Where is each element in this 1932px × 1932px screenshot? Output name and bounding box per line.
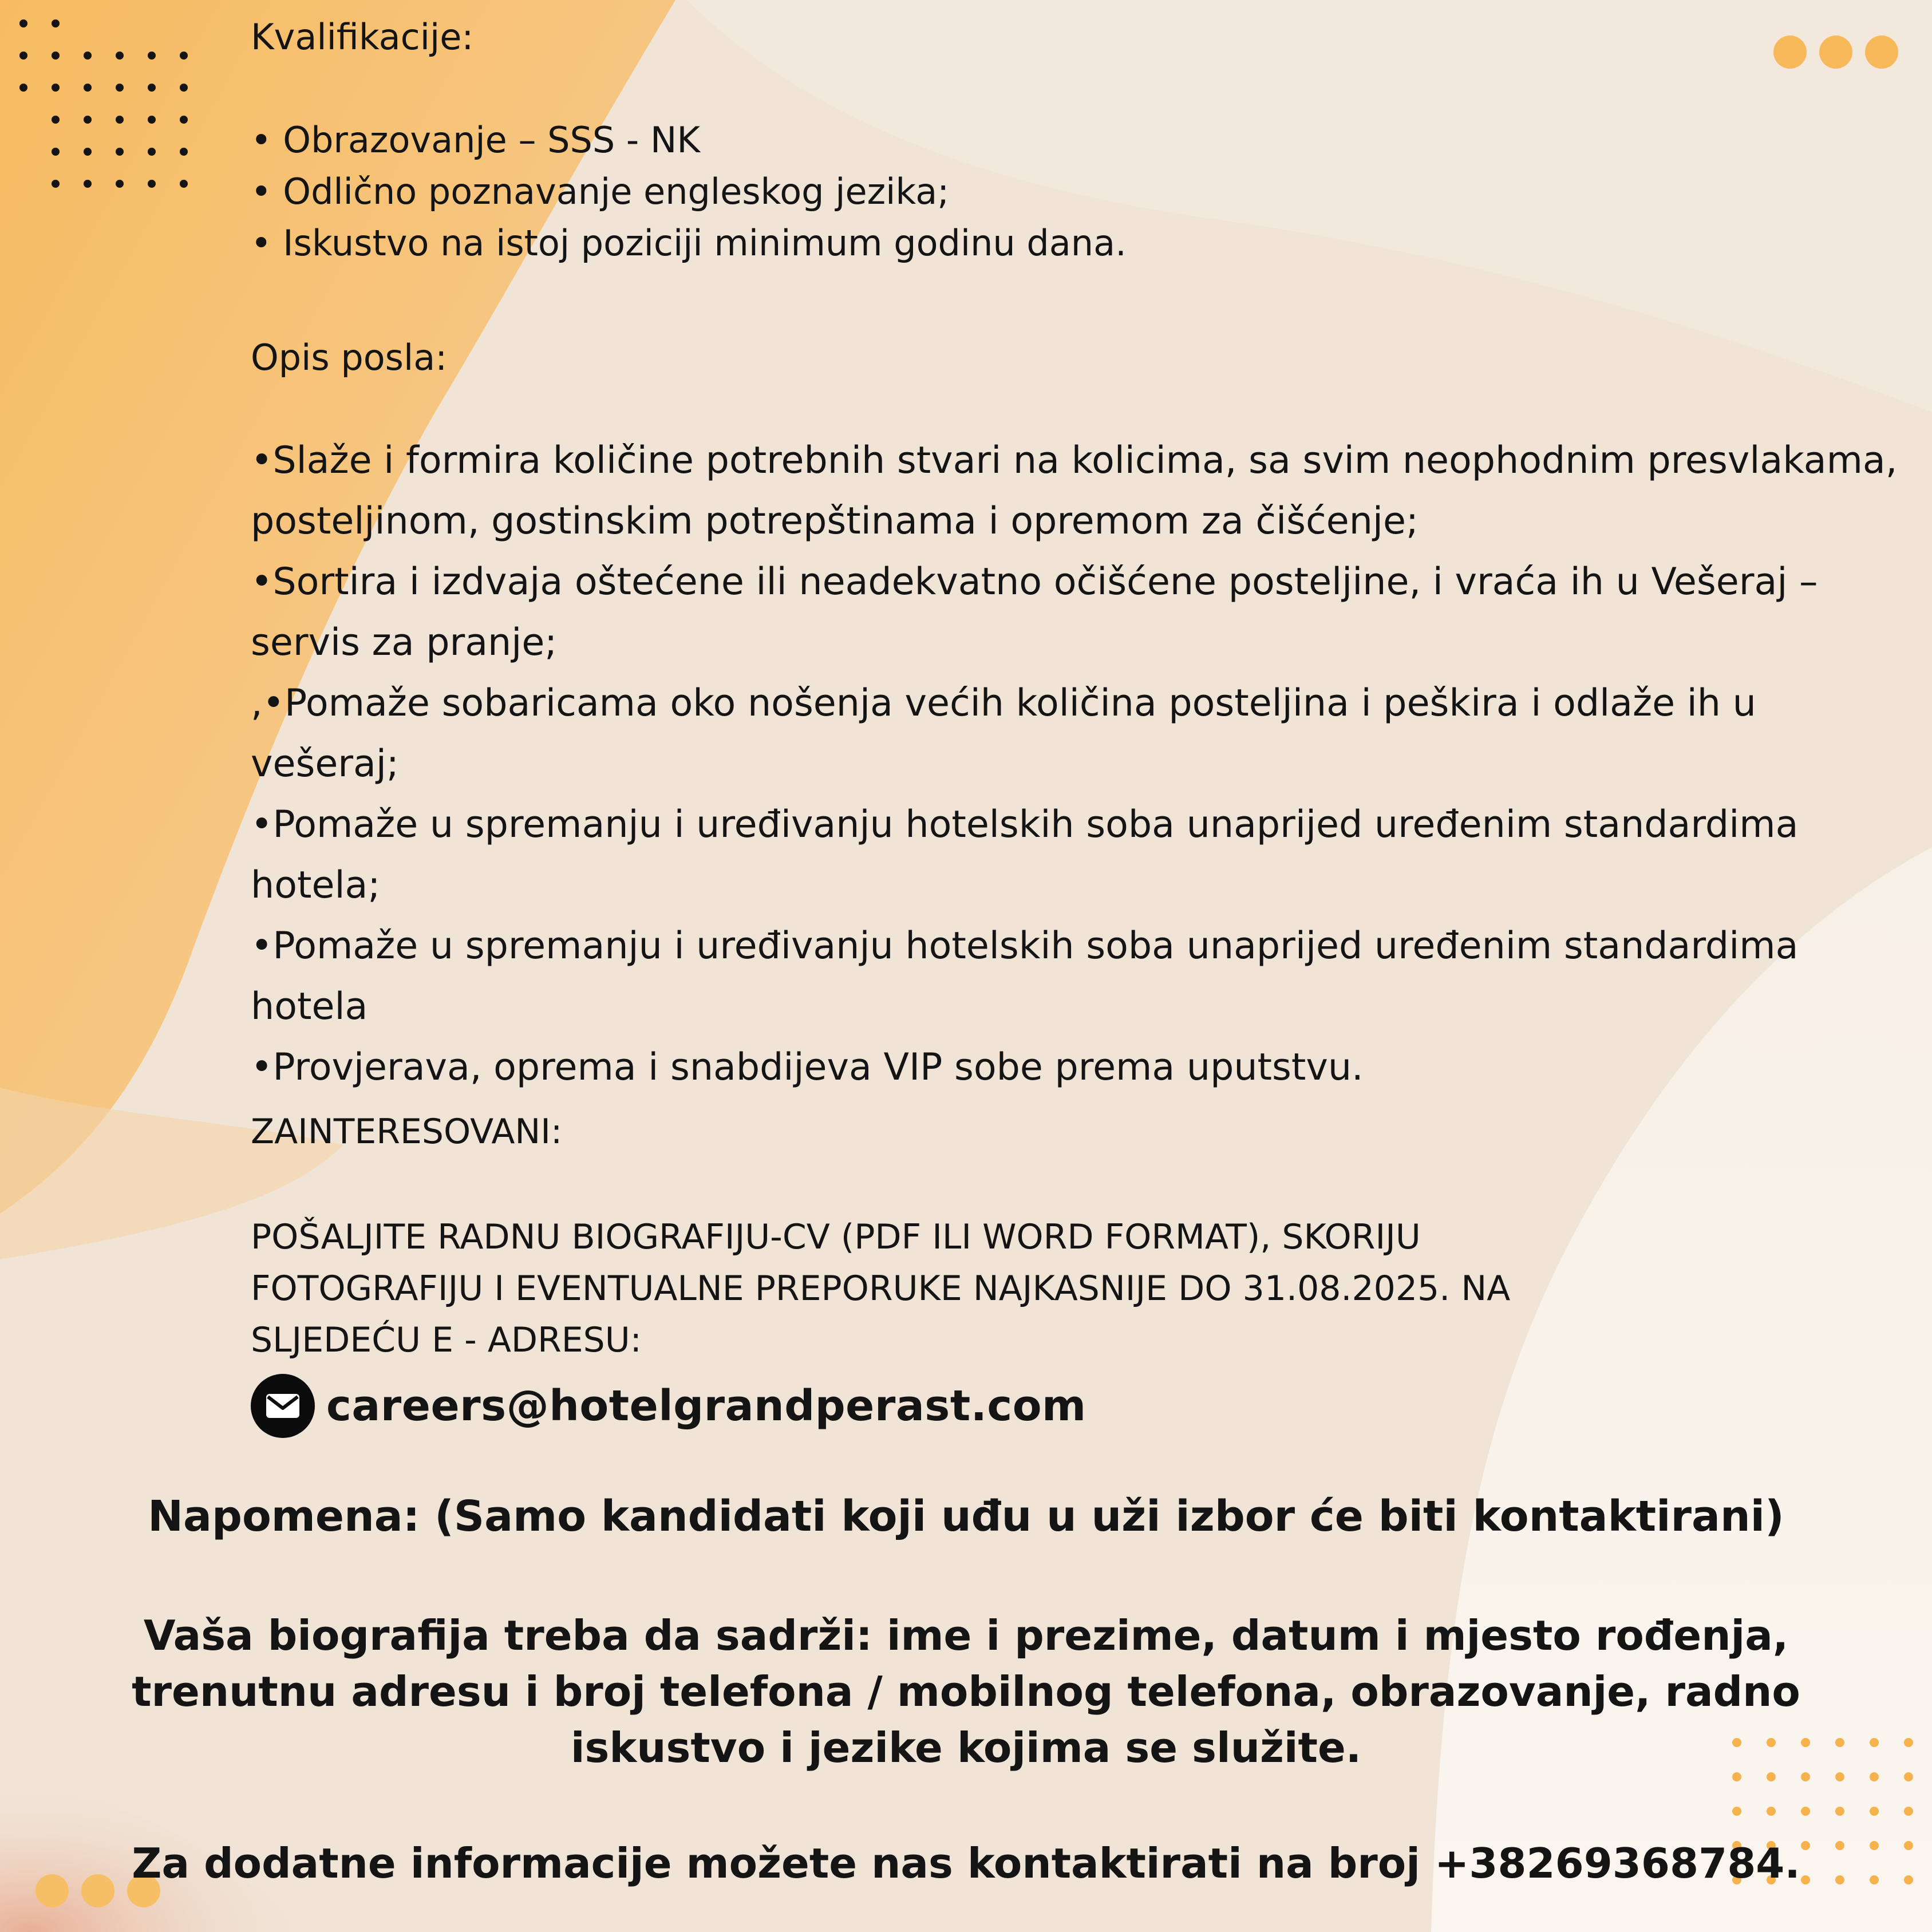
dot-icon [84, 84, 92, 92]
application-line: POŠALJITE RADNU BIOGRAFIJU-CV (PDF ILI WORD FORMAT), SKORIJU [251, 1217, 1421, 1257]
dot-icon [148, 52, 156, 60]
dot-icon [84, 148, 92, 156]
dot-icon [148, 148, 156, 156]
spacer [251, 1098, 1911, 1106]
dot-icon [52, 148, 60, 156]
dot-icon [116, 180, 124, 188]
dot-icon [52, 52, 60, 60]
dot-icon [1904, 1807, 1913, 1816]
spacer [251, 321, 1911, 332]
dot-icon [180, 84, 188, 92]
dot-icon [116, 52, 124, 60]
dot-icon [180, 148, 188, 156]
dot-icon [52, 180, 60, 188]
dot-icon [148, 116, 156, 124]
spacer [251, 1157, 1911, 1211]
spacer [251, 269, 1911, 321]
dot-icon [148, 180, 156, 188]
top-left-dot-grid-icon [19, 19, 212, 212]
dot-icon [116, 84, 124, 92]
dot-icon [52, 84, 60, 92]
dot-icon [1801, 1807, 1810, 1816]
dot-icon [180, 180, 188, 188]
job-description-item: •Provjerava, oprema i snabdijeva VIP sobe prema uputstvu. [251, 1046, 1364, 1089]
dot-icon [84, 52, 92, 60]
application-heading: ZAINTERESOVANI: [251, 1112, 563, 1152]
dot-icon [116, 148, 124, 156]
job-description-heading: Opis posla: [251, 337, 448, 378]
dot-icon [84, 116, 92, 124]
dot-icon [19, 84, 27, 92]
selection-note: Napomena: (Samo kandidati koji uđu u uži izbor će biti kontaktirani) [148, 1492, 1784, 1541]
application-line: FOTOGRAFIJU I EVENTUALNE PREPORUKE NAJKASNIJE DO 31.08.2025. NA [251, 1269, 1511, 1309]
dot-icon [116, 116, 124, 124]
job-description-item: •Slaže i formira količine potrebnih stvari na kolicima, sa svim neophodnim presvlakama, posteljinom, gostinskim potrepštinama i opremom za čišćenje; [251, 439, 1898, 543]
dot-icon [84, 180, 92, 188]
job-description-item: •Sortira i izdvaja oštećene ili neadekvatno očišćene posteljine, i vraća ih u Vešeraj – servis za pranje; [251, 560, 1818, 664]
qualification-item: • Odlično poznavanje engleskog jezika; [251, 171, 950, 212]
bio-requirements: Vaša biografija treba da sadrži: ime i prezime, datum i mjesto rođenja, trenutnu adresu i broj telefona / mobilnog telefona, obrazovanje, radno iskustvo i jezike kojima se služite. [132, 1611, 1800, 1772]
contact-info: Za dodatne informacije možete nas kontaktirati na broj +38269368784. [132, 1839, 1800, 1887]
dot-icon [1835, 1807, 1844, 1816]
dot-icon [180, 52, 188, 60]
job-description-item: •Pomaže u spremanju i uređivanju hotelskih soba unaprijed uređenim standardima hotela [251, 924, 1799, 1028]
job-description-item: •Pomaže u spremanju i uređivanju hotelskih soba unaprijed uređenim standardima hotela; [251, 803, 1799, 907]
spacer [251, 384, 1911, 430]
dot-icon [180, 116, 188, 124]
qualification-item: • Obrazovanje – SSS - NK [251, 119, 701, 161]
dot-icon [19, 52, 27, 60]
dot-icon [148, 84, 156, 92]
dot-icon [1732, 1807, 1741, 1816]
qualifications-heading: Kvalifikacije: [251, 16, 474, 58]
spacer [251, 63, 1911, 114]
envelope-icon [251, 1374, 315, 1438]
dot-icon [52, 19, 60, 27]
application-line: SLJEDEĆU E - ADRESU: [251, 1320, 642, 1360]
dot-icon [1870, 1807, 1879, 1816]
job-description-item: ,•Pomaže sobaricama oko nošenja većih količina posteljina i peškira i odlaže ih u vešeraj; [251, 682, 1756, 785]
qualification-item: • Iskustvo na istoj poziciji minimum godinu dana. [251, 222, 1127, 264]
email-address-link[interactable]: careers@hotelgrandperast.com [326, 1381, 1086, 1431]
email-row [251, 1374, 1911, 1438]
envelope-icon-graphic [264, 1392, 301, 1420]
dot-icon [1767, 1807, 1776, 1816]
dot-icon [19, 19, 27, 27]
main-content [251, 11, 1911, 1438]
dot-icon [52, 116, 60, 124]
